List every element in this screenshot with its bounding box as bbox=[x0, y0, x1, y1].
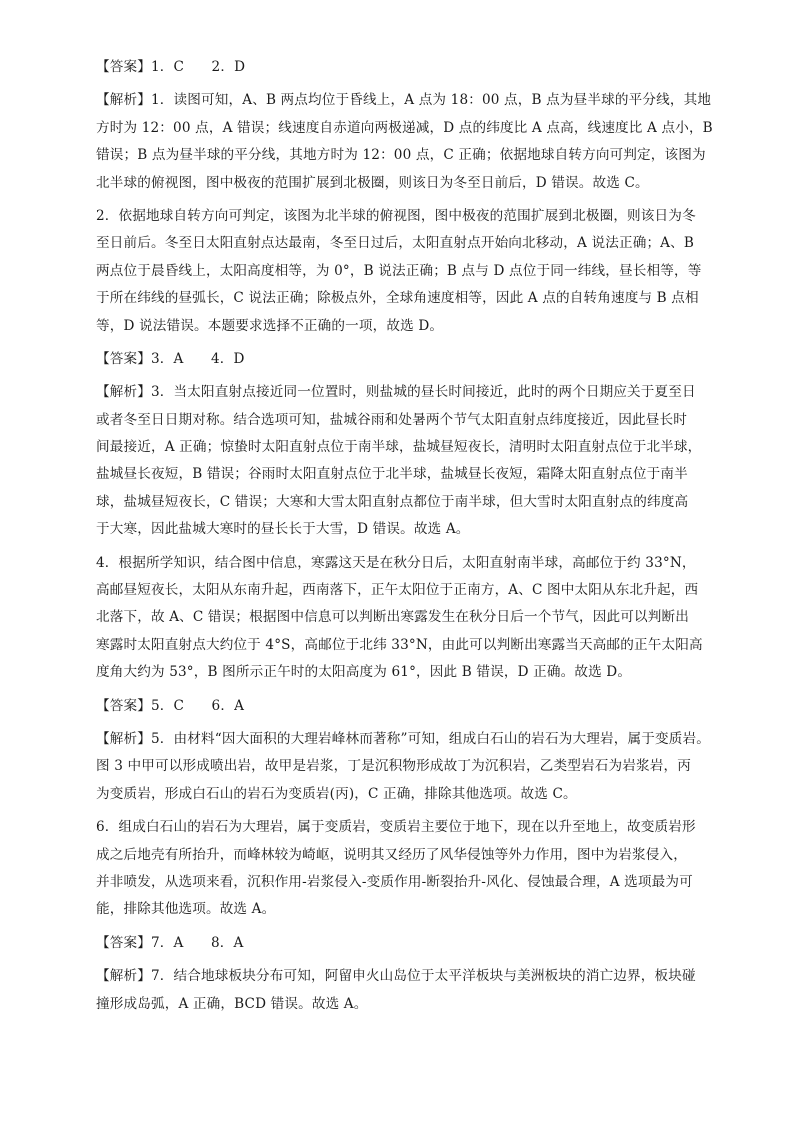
text-line: 能，排除其他选项。故选 A。 bbox=[96, 901, 276, 918]
answer-line bbox=[96, 346, 702, 373]
text-line: 方时为 12：00 点，A 错误；线速度自赤道向两极递减，D 点的纬度比 A 点高，线速度比 A 点小，B bbox=[96, 119, 713, 136]
text-line: 【解析】7．结合地球板块分布可知，阿留申火山岛位于太平洋板块与美洲板块的消亡边界，板块碰 bbox=[96, 968, 696, 985]
text-line: 度角大约为 53°，B 图所示正午时的太阳高度为 61°，因此 B 错误，D 正确。故选 D。 bbox=[96, 664, 632, 681]
text-line: 盐城昼长夜短，B 错误；谷雨时太阳直射点位于北半球，盐城昼长夜短，霜降太阳直射点位于南半 bbox=[96, 466, 688, 483]
text-line: 或者冬至日日期对称。结合选项可知，盐城谷雨和处暑两个节气太阳直射点纬度接近，因此昼长时 bbox=[96, 411, 687, 428]
analysis-paragraph bbox=[96, 550, 702, 687]
text-line: 于大寒，因此盐城大寒时的昼长长于大雪，D 错误。故选 A。 bbox=[96, 521, 470, 538]
text-line: 成之后地壳有所抬升，而峰林较为崎岖，说明其又经历了风华侵蚀等外力作用，图中为岩浆侵入， bbox=[96, 846, 687, 863]
text-line: 为变质岩，形成白石山的岩石为变质岩(丙)，C 正确，排除其他选项。故选 C。 bbox=[96, 785, 577, 802]
analysis-paragraph bbox=[96, 203, 702, 340]
text-line: 等，D 说法错误。本题要求选择不正确的一项，故选 D。 bbox=[96, 317, 444, 334]
text-line: 【解析】1．读图可知，A、B 两点均位于昏线上，A 点为 18：00 点，B 点为昼半球的平分线，其地 bbox=[96, 92, 712, 109]
text-line: 两点位于晨昏线上，太阳高度相等，为 0°，B 说法正确；B 点与 D 点位于同一纬线，昼长相等，等 bbox=[96, 262, 702, 279]
answer-line bbox=[96, 693, 702, 720]
text-line: 2．依据地球自转方向可判定，该图为北半球的俯视图，图中极夜的范围扩展到北极圈，则该日为冬 bbox=[96, 207, 696, 224]
text-line: 北半球的俯视图，图中极夜的范围扩展到北极圈，则该日为冬至日前后，D 错误。故选 C。 bbox=[96, 174, 649, 191]
text-line: 至日前后。冬至日太阳直射点达最南，冬至日过后，太阳直射点开始向北移动，A 说法正确；A、B bbox=[96, 235, 695, 252]
text-line: 错误；B 点为昼半球的平分线，其地方时为 12：00 点，C 正确；依据地球自转方向可判定，该图为 bbox=[96, 147, 706, 164]
text-line: 【答案】5．C 6．A bbox=[96, 697, 245, 714]
text-line: 图 3 中甲可以形成喷出岩，故甲是岩浆，丁是沉积物形成故丁为沉积岩，乙类型岩石为岩浆岩，丙 bbox=[96, 758, 691, 775]
analysis-paragraph bbox=[96, 814, 702, 924]
text-line: 【答案】3．A 4．D bbox=[96, 350, 245, 367]
text-line: 【解析】3．当太阳直射点接近同一位置时，则盐城的昼长时间接近，此时的两个日期应关于夏至日 bbox=[96, 384, 696, 401]
text-line: 高邮昼短夜长，太阳从东南升起，西南落下，正午太阳位于正南方，A、C 图中太阳从东北升起，西 bbox=[96, 582, 699, 599]
text-line: 6．组成白石山的岩石为大理岩，属于变质岩，变质岩主要位于地下，现在以升至地上，故变质岩形 bbox=[96, 819, 696, 836]
text-line: 【答案】7．A 8．A bbox=[96, 934, 244, 951]
text-line: 【答案】1．C 2．D bbox=[96, 59, 246, 75]
text-line: 【解析】5．由材料“因大面积的大理岩峰林而著称”可知，组成白石山的岩石为大理岩，属于变质岩。 bbox=[96, 730, 710, 747]
answer-line bbox=[96, 930, 702, 957]
text-line: 撞形成岛弧，A 正确，BCD 错误。故选 A。 bbox=[96, 995, 368, 1012]
text-line: 北落下，故 A、C 错误；根据图中信息可以判断出寒露发生在秋分日后一个节气，因此可以判断出 bbox=[96, 609, 689, 626]
analysis-paragraph bbox=[96, 726, 710, 808]
text-line: 寒露时太阳直射点大约位于 4°S，高邮位于北纬 33°N，由此可以判断出寒露当天高邮的正午太阳高 bbox=[96, 636, 703, 653]
text-line: 于所在纬线的昼弧长，C 说法正确；除极点外，全球角速度相等，因此 A 点的自转角速度与 B 点相 bbox=[96, 290, 699, 307]
answer-line bbox=[96, 54, 702, 81]
analysis-paragraph bbox=[96, 379, 702, 543]
analysis-paragraph bbox=[96, 87, 713, 197]
analysis-paragraph bbox=[96, 963, 702, 1018]
text-line: 并非喷发，从选项来看，沉积作用-岩浆侵入-变质作用-断裂抬升-风化、侵蚀最合理，A 选项最为可 bbox=[96, 873, 693, 890]
document-body bbox=[96, 54, 713, 1018]
text-line: 4．根据所学知识，结合图中信息，寒露这天是在秋分日后，太阳直射南半球，高邮位于约 33°N， bbox=[96, 554, 696, 571]
text-line: 间最接近，A 正确；惊蛰时太阳直射点位于南半球，盐城昼短夜长，清明时太阳直射点位于北半球， bbox=[96, 439, 702, 456]
text-line: 球，盐城昼短夜长，C 错误；大寒和大雪太阳直射点都位于南半球，但大雪时太阳直射点的纬度高 bbox=[96, 493, 689, 510]
